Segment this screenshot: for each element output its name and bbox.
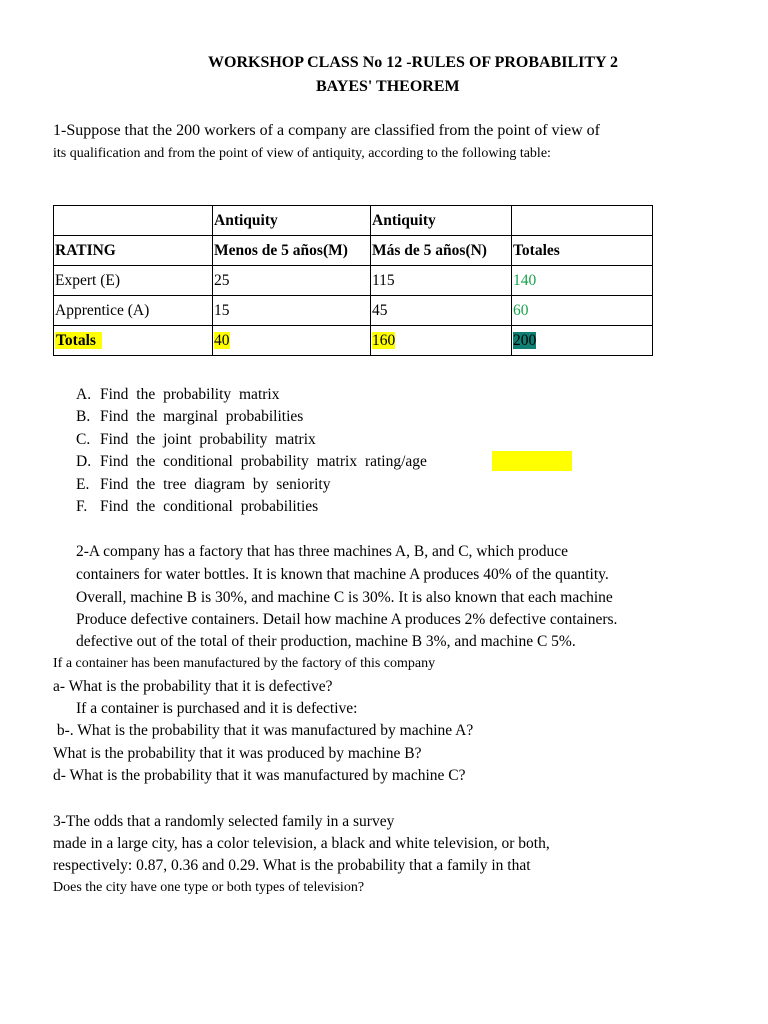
task-item-d xyxy=(76,453,427,471)
task-item-f xyxy=(76,498,318,516)
table-row xyxy=(54,266,653,296)
table-cell: 45 xyxy=(371,296,512,326)
table-cell: 140 xyxy=(512,266,653,296)
task-letter: C. xyxy=(76,431,91,448)
total-value: 40 xyxy=(214,331,230,349)
document-title: WORKSHOP CLASS No 12 -RULES OF PROBABILITY 2 xyxy=(208,54,618,71)
task-letter: A. xyxy=(76,386,92,403)
problem1-intro-line1: 1-Suppose that the 200 workers of a company are classified from the point of view of xyxy=(53,122,600,139)
table-totals-row xyxy=(54,326,653,356)
problem3-line4: Does the city have one type or both types of television? xyxy=(53,880,365,895)
table-cell: RATING xyxy=(54,236,213,266)
grand-total-value: 200 xyxy=(513,331,537,349)
problem3-line1: 3-The odds that a randomly selected family in a survey xyxy=(53,813,395,830)
task-text: Find the joint probability matrix xyxy=(100,431,316,448)
worker-classification-table xyxy=(53,205,653,356)
table-cell: 115 xyxy=(371,266,512,296)
task-item-e xyxy=(76,476,331,494)
problem3-line2: made in a large city, has a color television, a black and white television, or both, xyxy=(53,835,550,852)
problem2-line4: Produce defective containers. Detail how machine A produces 2% defective containers. xyxy=(76,611,618,628)
task-text: Find the probability matrix xyxy=(100,386,280,403)
problem2-context: If a container has been manufactured by the factory of this company xyxy=(53,656,436,671)
task-text: Find the tree diagram by seniority xyxy=(100,476,331,493)
table-cell: 60 xyxy=(512,296,653,326)
table-cell: Apprentice (A) xyxy=(54,296,213,326)
problem2-condition: If a container is purchased and it is defective: xyxy=(76,700,358,717)
table-cell: Totales xyxy=(512,236,653,266)
table-cell: Antiquity xyxy=(213,206,371,236)
task-item-b xyxy=(76,408,303,426)
totals-label: Totals xyxy=(55,332,102,349)
question-d: d- What is the probability that it was manufactured by machine C? xyxy=(53,767,466,784)
table-header-row-1 xyxy=(54,206,653,236)
document-subtitle: BAYES' THEOREM xyxy=(316,78,460,95)
table-cell xyxy=(512,326,653,356)
task-text: Find the conditional probabilities xyxy=(100,498,319,515)
question-c: What is the probability that it was produced by machine B? xyxy=(53,745,422,762)
total-value: 160 xyxy=(372,331,396,349)
table-cell: Menos de 5 años(M) xyxy=(213,236,371,266)
problem2-line2: containers for water bottles. It is known that machine A produces 40% of the quantity. xyxy=(76,566,609,583)
table-cell: Expert (E) xyxy=(54,266,213,296)
problem2-line3: Overall, machine B is 30%, and machine C is 30%. It is also known that each machine xyxy=(76,589,613,606)
table-cell xyxy=(54,206,213,236)
table-cell xyxy=(512,206,653,236)
task-item-a xyxy=(76,386,279,404)
table-cell xyxy=(213,326,371,356)
problem2-line5: defective out of the total of their production, machine B 3%, and machine C 5%. xyxy=(76,633,576,650)
table-cell: Más de 5 años(N) xyxy=(371,236,512,266)
task-letter: B. xyxy=(76,408,91,425)
table-cell: Antiquity xyxy=(371,206,512,236)
table-cell: 25 xyxy=(213,266,371,296)
problem1-intro-line2: its qualification and from the point of view of antiquity, according to the following table: xyxy=(53,146,551,161)
problem2-line1: 2-A company has a factory that has three machines A, B, and C, which produce xyxy=(76,543,568,560)
table-cell xyxy=(371,326,512,356)
task-letter: D. xyxy=(76,453,92,470)
task-letter: F. xyxy=(76,498,88,515)
question-a: a- What is the probability that it is defective? xyxy=(53,678,333,695)
task-letter: E. xyxy=(76,476,90,493)
task-item-c xyxy=(76,431,316,449)
task-text: Find the conditional probability matrix rating/age xyxy=(100,453,427,470)
problem3-line3: respectively: 0.87, 0.36 and 0.29. What is the probability that a family in that xyxy=(53,857,531,874)
table-cell xyxy=(54,326,213,356)
question-b: b-. What is the probability that it was manufactured by machine A? xyxy=(53,722,474,739)
table-cell: 15 xyxy=(213,296,371,326)
highlight-mark xyxy=(492,451,572,471)
task-text: Find the marginal probabilities xyxy=(100,408,304,425)
table-header-row-2 xyxy=(54,236,653,266)
table-row xyxy=(54,296,653,326)
